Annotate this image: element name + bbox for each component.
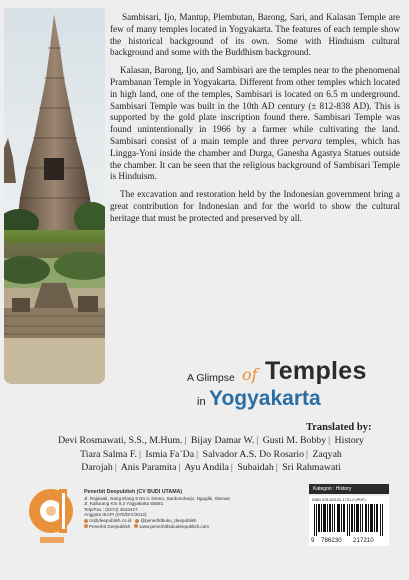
barcode-digit-group-2: 217210	[353, 537, 374, 544]
title-a-glimpse: A Glimpse	[187, 372, 235, 384]
translator-name: History	[334, 435, 364, 446]
translator-name: Salvador A.S. Do Rosario	[202, 448, 305, 460]
translator-line-2: Tiara Salma F. | Ismia Fa`Da | Salvador A.S. Do Rosario | Zaqyah	[80, 448, 342, 460]
publisher-phone: Telp/Fax : (0274) 4533427	[84, 506, 138, 512]
synopsis-paragraph-2-part-b: temples, which has Lingga-Yoni inside the chamber and Durga, Ganesha Agastya Statues outside the chamber. It can be seen that the religious background of Sambisari Temple is Hinduism.	[110, 135, 401, 182]
translator-name: Sri Rahmawati	[282, 462, 341, 473]
publisher-facebook[interactable]: Penerbit Deepublish	[89, 523, 131, 529]
synopsis-text	[110, 12, 400, 231]
publisher-address-1: Jl. Rajawali, Gang Elang 6 No.3, Drono, Sardonoharjo, Ngaglik, Sleman	[84, 495, 231, 501]
publisher-info	[84, 490, 284, 529]
synopsis-paragraph-2-part-a: Kalasan, Barong, Ijo, and Sambisari are the temples near to the phenomenal Prambanan Temple in Yogyakarta. Different from other temples which located in high land, one of the temples, Sambisari is located on 6.5 m underground. Sambisari Temple was built in the 10th AD century (± 812-838 AD). This is supported by the gold plate inscription found there. Sambisari Temple was found unintentionally in 1966 by a farmer while cultivating the land. Sambisari consist of a main temple and three	[110, 65, 400, 146]
synopsis-paragraph-2	[110, 65, 400, 183]
publisher-member: Anggota IKAPI (076/DIY/2012)	[84, 512, 147, 518]
instagram-icon	[135, 519, 139, 523]
translator-name: Tiara Salma F.	[80, 448, 137, 460]
temple-photo-strip	[4, 8, 105, 384]
translator-name: Bijay Damar W.	[190, 435, 255, 446]
deepublish-logo-icon	[26, 487, 80, 551]
isbn-text: ISBN 978-623-02-1721-0 (PDF)	[312, 498, 366, 502]
translator-name: Devi Rosmawati, S.S., M.Hum.	[58, 435, 183, 446]
title-of: of	[242, 365, 258, 384]
publisher-name: Penerbit Deepublish (CV BUDI UTAMA)	[84, 489, 183, 495]
translator-name: Gusti M. Bobby	[262, 435, 327, 446]
title-temples: Temples	[265, 357, 367, 385]
translator-name: Zaqyah	[312, 448, 342, 460]
category-label: Kategori : History	[309, 484, 389, 494]
temple-photo-illustration	[4, 8, 105, 384]
book-title	[187, 357, 387, 417]
globe-icon	[134, 524, 138, 528]
translator-name: Ayu Andila	[184, 462, 229, 473]
isbn-barcode	[309, 496, 389, 546]
barcode-icon	[314, 504, 384, 536]
email-icon	[84, 519, 88, 523]
synopsis-paragraph-3: The excavation and restoration held by the Indonesian government bring a great contribution for Indonesian and for the world to show the cultural heritage that must be protected and preserved by all.	[110, 189, 400, 223]
translator-line-3: Darojah | Anis Paramita | Ayu Andila | Subaidah | Sri Rahmawati	[81, 462, 341, 473]
synopsis-paragraph-1: Sambisari, Ijo, Mantup, Plembutan, Barong, Sari, and Kalasan Temple are few of many temples located in Yogyakarta. The features of each temple show the historical background of its own. Some with Hinduism cultural background and some with the Buddhism background.	[110, 12, 400, 58]
translator-name: Subaidah	[237, 462, 274, 473]
translator-name: Anis Paramita	[120, 462, 177, 473]
translator-name: Ismia Fa`Da	[145, 448, 195, 460]
translator-line-1: Devi Rosmawati, S.S., M.Hum. | Bijay Damar W. | Gusti M. Bobby | History	[58, 435, 364, 446]
translator-list	[20, 434, 402, 475]
title-in: in	[197, 396, 206, 408]
translator-name: Darojah	[81, 462, 113, 473]
translated-by-label: Translated by:	[306, 422, 372, 433]
synopsis-italic-term: pervara	[292, 135, 322, 146]
barcode-digit-prefix: 9	[311, 537, 315, 544]
title-yogyakarta: Yogyakarta	[209, 387, 321, 410]
facebook-icon	[84, 524, 88, 528]
publisher-social-row-2	[84, 524, 284, 530]
publisher-website[interactable]: www.penerbitbukudeepublish.com	[139, 523, 210, 529]
publisher-address-2: Jl. Kaliurang Km 9,3 Yogyakarta 55581	[84, 501, 164, 507]
barcode-digit-group-1: 786230	[321, 537, 342, 544]
publisher-instagram[interactable]: @penerbitbuku_deepublish	[140, 517, 197, 523]
publisher-email[interactable]: cs@deepublish.co.id	[89, 517, 132, 523]
